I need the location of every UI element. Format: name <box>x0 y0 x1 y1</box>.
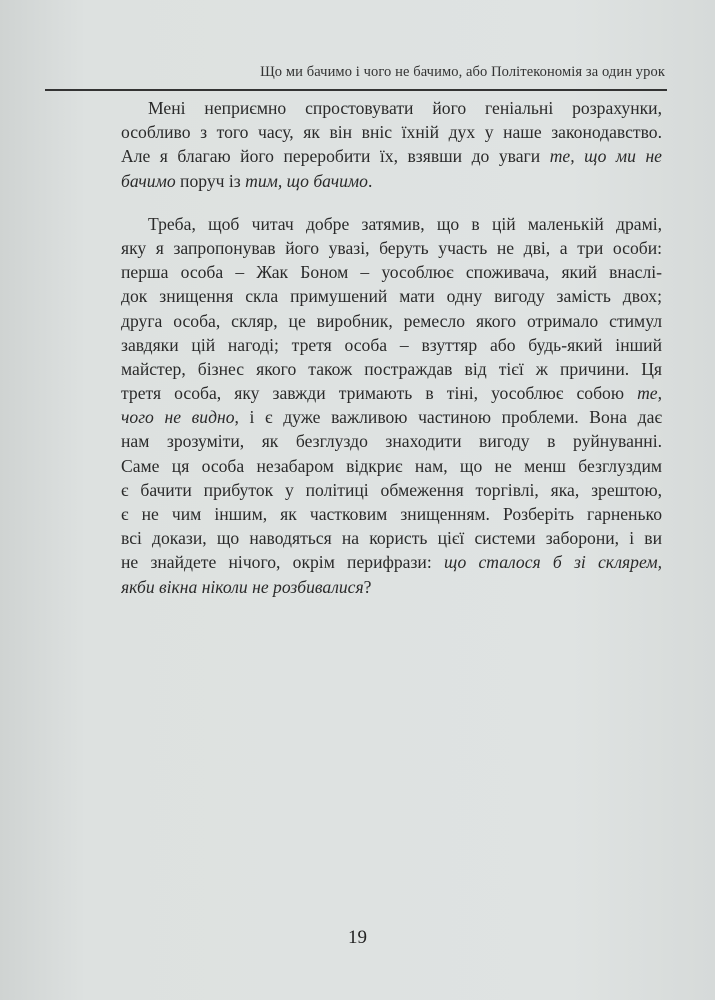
text-segment: Але я благаю його переробити їх, взявши до уваги <box>121 146 550 167</box>
italic-text: бачимо <box>121 170 176 191</box>
text-segment: , і є дуже важливою частиною проблеми. Вона дає <box>234 407 662 428</box>
text-line <box>121 260 662 284</box>
text-segment: третя особа, яку завжди тримають в тіні, уособлює собою <box>121 383 638 404</box>
text-line <box>121 236 662 260</box>
italic-text: тим, що бачимо <box>245 170 368 191</box>
text-line <box>121 429 662 453</box>
page-number: 19 <box>348 927 367 948</box>
text-line <box>121 169 662 193</box>
text-line <box>121 478 662 502</box>
text-segment: завдяки цій нагоді; третя особа – взуттяр або будь-який інший <box>121 334 662 355</box>
italic-text: те, що ми не <box>549 146 662 167</box>
text-segment: всі докази, що наводяться на користь цієї системи заборони, і ви <box>121 528 662 549</box>
text-line <box>121 405 662 429</box>
text-segment: . <box>367 170 373 191</box>
text-segment: Треба, щоб читач добре затямив, що в цій маленькій драмі, <box>148 213 662 234</box>
text-segment: друга особа, скляр, це виробник, ремесло якого отримало стимул <box>121 310 662 331</box>
text-segment: особливо з того часу, як він вніс їхній дух у наше законодавство. <box>121 122 662 143</box>
text-line <box>121 526 662 550</box>
running-head: Що ми бачимо і чого не бачимо, або Політекономія за один урок <box>260 64 665 80</box>
text-line <box>121 502 662 526</box>
text-line <box>121 96 662 120</box>
text-line <box>121 454 662 478</box>
text-line <box>121 144 662 168</box>
italic-text: що сталося б зі склярем, <box>443 552 662 573</box>
text-segment: ? <box>363 576 372 597</box>
text-segment: док знищення скла примушений мати одну вигоду замість двох; <box>121 286 662 307</box>
text-segment: не знайдете нічого, окрім перифрази: <box>121 552 444 573</box>
text-segment: є бачити прибуток у політиці обмеження торгівлі, яка, зрештою, <box>121 479 662 500</box>
text-line <box>121 120 662 144</box>
text-segment: Мені неприємно спростовувати його геніальні розрахунки, <box>148 98 662 118</box>
text-segment: перша особа – Жак Боном – уособлює споживача, який внаслі- <box>121 262 662 283</box>
body-text <box>121 96 662 618</box>
text-line <box>121 284 662 308</box>
text-line <box>121 309 662 333</box>
text-segment: нам зрозуміти, як безглуздо знаходити вигоду в руйнуванні. <box>121 431 662 452</box>
paragraph <box>121 212 662 599</box>
text-line <box>121 550 662 574</box>
text-line <box>121 575 662 599</box>
text-segment: майстер, бізнес якого також постраждав від тієї ж причини. Ця <box>121 358 662 379</box>
text-line <box>121 333 662 357</box>
text-segment: яку я запропонував його увазі, беруть участь не дві, а три особи: <box>121 237 662 258</box>
paragraph <box>121 96 662 193</box>
text-segment: Саме ця особа незабаром відкриє нам, що не менш безглуздим <box>121 455 662 476</box>
header-rule <box>45 89 667 91</box>
text-line <box>121 212 662 236</box>
text-segment: є не чим іншим, як частковим знищенням. Розберіть гарненько <box>121 504 662 524</box>
text-line <box>121 357 662 381</box>
italic-text: чого не видно <box>121 407 235 428</box>
italic-text: те, <box>637 383 662 404</box>
text-segment: поруч із <box>175 170 246 191</box>
italic-text: якби вікна ніколи не розбивалися <box>121 576 364 597</box>
text-line <box>121 381 662 405</box>
